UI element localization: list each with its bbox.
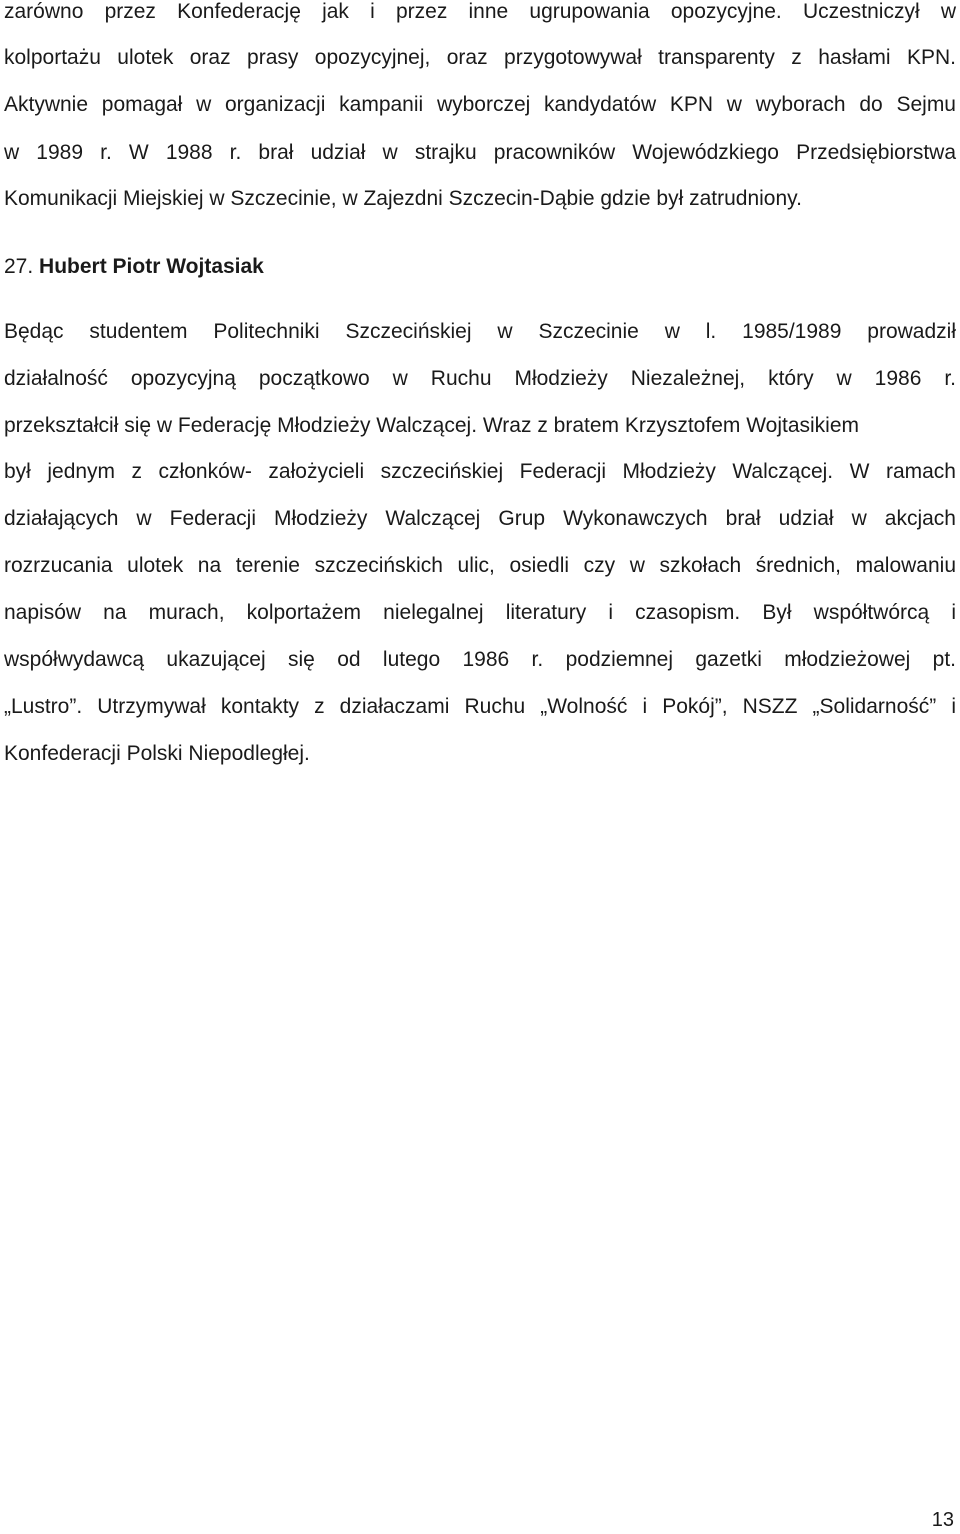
paragraph-line: działających w Federacji Młodzieży Walczącej Grup Wykonawczych brał udział w akcjach (4, 507, 956, 530)
paragraph-line: Będąc studentem Politechniki Szczecińskiej w Szczecinie w l. 1985/1989 prowadził (4, 320, 956, 343)
paragraph-line: „Lustro”. Utrzymywał kontakty z działaczami Ruchu „Wolność i Pokój”, NSZZ „Solidarność” i (4, 695, 956, 718)
section-heading (4, 252, 264, 282)
paragraph-line: kolportażu ulotek oraz prasy opozycyjnej, oraz przygotowywał transparenty z hasłami KPN. (4, 46, 956, 69)
paragraph-line: Komunikacji Miejskiej w Szczecinie, w Zajezdni Szczecin-Dąbie gdzie był zatrudniony. (4, 187, 802, 210)
paragraph-line: w 1989 r. W 1988 r. brał udział w strajku pracowników Wojewódzkiego Przedsiębiorstwa (4, 141, 956, 164)
page-number: 13 (931, 1509, 954, 1531)
paragraph-line: Aktywnie pomagał w organizacji kampanii wyborczej kandydatów KPN w wyborach do Sejmu (4, 93, 956, 116)
paragraph-line: działalność opozycyjną początkowo w Ruchu Młodzieży Niezależnej, który w 1986 r. (4, 367, 956, 390)
section-number: 27. (4, 255, 34, 278)
paragraph-line: Konfederacji Polski Niepodległej. (4, 742, 310, 765)
section-title: Hubert Piotr Wojtasiak (39, 255, 264, 278)
paragraph-line: przekształcił się w Federację Młodzieży Walczącej. Wraz z bratem Krzysztofem Wojtasikiem (4, 414, 860, 437)
paragraph-line: rozrzucania ulotek na terenie szczecińskich ulic, osiedli czy w szkołach średnich, malowaniu (4, 554, 956, 577)
paragraph-line: zarówno przez Konfederację jak i przez inne ugrupowania opozycyjne. Uczestniczył w (4, 0, 956, 23)
paragraph-line: współwydawcą ukazującej się od lutego 1986 r. podziemnej gazetki młodzieżowej pt. (4, 648, 956, 671)
paragraph-line: napisów na murach, kolportażem nielegalnej literatury i czasopism. Był współtwórcą i (4, 601, 956, 624)
paragraph-line: był jednym z członków- założycieli szczecińskiej Federacji Młodzieży Walczącej. W ramach (4, 460, 956, 483)
